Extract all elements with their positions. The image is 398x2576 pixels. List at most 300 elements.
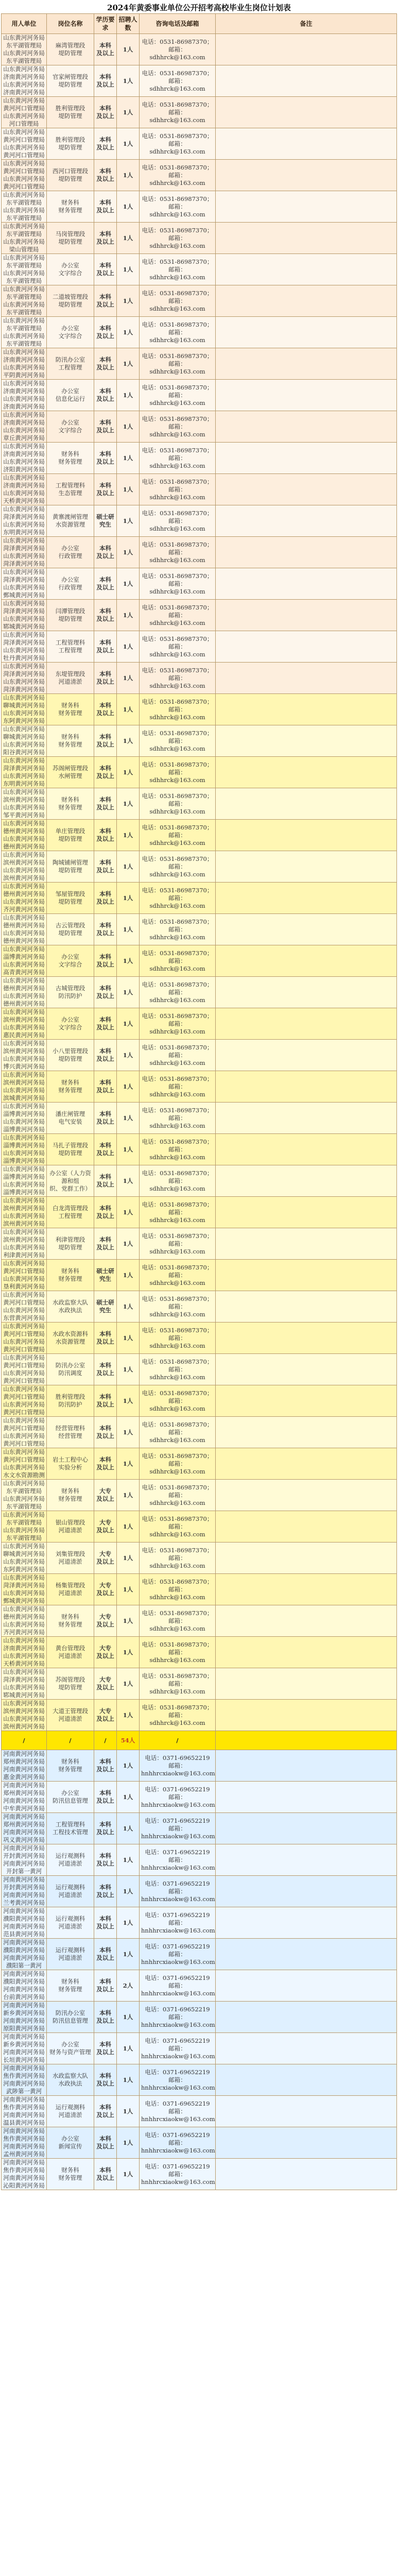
unit-cell (2, 1668, 47, 1700)
position-cell-line: 河道清淤 (58, 1891, 82, 1899)
note-cell (216, 223, 397, 254)
table-row (2, 1323, 397, 1354)
position-cell-line: 财务管理 (58, 741, 82, 748)
table-header-row (2, 14, 397, 34)
contact-cell (140, 97, 216, 128)
position-cell-line: 河道清淤 (58, 678, 82, 685)
education-cell-line: 本科 (99, 325, 111, 332)
education-cell-line: 及以上 (96, 741, 114, 748)
contact-cell-line: 邮箱： (168, 1981, 186, 1989)
note-cell (216, 883, 397, 914)
education-cell (94, 1354, 117, 1385)
table-row (2, 1134, 397, 1165)
unit-cell-line: 河南黄河河务局 (3, 1876, 45, 1883)
note-cell (216, 2033, 397, 2064)
count-cell: 1人 (117, 788, 140, 820)
position-cell (47, 2064, 94, 2096)
unit-cell-line: 山东黄河河务局 (3, 552, 45, 560)
education-cell-line: 及以上 (96, 2017, 114, 2024)
unit-cell-line: 山东黄河河务局 (3, 1008, 45, 1015)
contact-cell-line: 邮箱：sdhhrck@163.com (149, 171, 205, 187)
contact-cell (140, 2002, 216, 2033)
position-cell-line: 水闸管理 (58, 772, 82, 779)
unit-cell (2, 1844, 47, 1876)
education-cell-line: 本科 (99, 387, 111, 395)
unit-cell-line: 济南黄河河务局 (3, 450, 45, 457)
unit-cell-line: 菏泽黄河河务局 (3, 670, 45, 677)
position-cell-line: 工程管理科 (55, 482, 85, 489)
unit-cell-line: 博兴黄河河务局 (3, 1063, 45, 1070)
unit-cell-line: 章丘黄河河务局 (3, 434, 45, 442)
contact-cell-line: 电话：0531-86987370； (142, 1075, 213, 1082)
education-cell-line: 本科 (99, 890, 111, 897)
unit-cell-line: 黄河河口管理局 (3, 1456, 45, 1463)
unit-cell-line: 鄄城黄河河务局 (3, 591, 45, 599)
table-row (2, 663, 397, 694)
position-cell-line: 堤防管理 (58, 615, 82, 622)
education-cell-line: 究生 (99, 1275, 111, 1282)
position-cell (47, 631, 94, 663)
education-cell (94, 1782, 117, 1813)
position-cell-line: 财务科 (61, 450, 79, 457)
education-cell (94, 1876, 117, 1907)
position-cell-line: 黄寨渡闸管理 (53, 513, 88, 520)
note-cell (216, 2127, 397, 2159)
unit-cell-line: 山东黄河河务局 (3, 1369, 45, 1377)
education-cell-line: 究生 (99, 521, 111, 528)
unit-cell-line: 郓城黄河河务局 (3, 623, 45, 630)
position-cell-line: 古城管理段 (55, 985, 85, 992)
contact-cell (140, 2127, 216, 2159)
table-row (2, 1782, 397, 1813)
education-cell-line: 及以上 (96, 615, 114, 622)
unit-cell (2, 1970, 47, 2002)
unit-cell (2, 1876, 47, 1907)
unit-cell-line: 新乡黄河河务局 (3, 2009, 45, 2016)
position-cell-line: 胜利管理段 (55, 1393, 85, 1400)
note-cell (216, 443, 397, 474)
position-cell (47, 34, 94, 65)
education-cell-line: 本科 (99, 73, 111, 80)
contact-cell (140, 1040, 216, 1071)
document-title: 2024年黄委事业单位公开招考高校毕业生岗位计划表 (107, 3, 291, 12)
unit-cell-line: 山东黄河河务局 (3, 1181, 45, 1188)
contact-cell-line: 电话：0531-86987370； (142, 1640, 213, 1648)
count-cell: 1人 (117, 160, 140, 191)
unit-cell-line: 山东黄河河务局 (3, 112, 45, 120)
education-cell-line: 本科 (99, 136, 111, 143)
count-cell: 1人 (117, 977, 140, 1008)
contact-cell-line: 邮箱：sdhhrck@163.com (149, 925, 205, 941)
contact-cell-line: 邮箱：sdhhrck@163.com (149, 1082, 205, 1098)
table-row (2, 757, 397, 788)
position-cell-line: 河道清淤 (58, 1715, 82, 1722)
unit-cell-line: 德州黄河河务局 (3, 843, 45, 850)
contact-cell (140, 1876, 216, 1907)
contact-cell-line: / (176, 1736, 179, 1744)
unit-cell-line: 河南黄河河务局 (3, 1860, 45, 1867)
unit-cell-line: 德州黄河河务局 (3, 1000, 45, 1007)
count-cell: 1人 (117, 2002, 140, 2033)
contact-cell-line: 电话：0371-69652219 (145, 1942, 210, 1950)
contact-cell-line: 电话：0531-86987370； (142, 918, 213, 925)
unit-cell-line: 淄博黄河河务局 (3, 1157, 45, 1164)
unit-cell-line: 山东黄河河务局 (3, 285, 45, 293)
position-cell (47, 1700, 94, 1731)
contact-cell (140, 411, 216, 443)
unit-cell-line: 东营黄河河务局 (3, 1314, 45, 1321)
note-cell (216, 1731, 397, 1750)
count-cell: 1人 (117, 1700, 140, 1731)
count-cell: 2人 (117, 1970, 140, 2002)
position-cell (47, 2127, 94, 2159)
note-cell (216, 1876, 397, 1907)
education-cell-line: 本科 (99, 2009, 111, 2016)
unit-cell (2, 1605, 47, 1637)
note-cell (216, 474, 397, 505)
unit-cell-line: 黄河河口管理局 (3, 1299, 45, 1306)
count-cell: 1人 (117, 883, 140, 914)
count-cell: 1人 (117, 474, 140, 505)
contact-cell-line: 邮箱：sdhhrck@163.com (149, 831, 205, 846)
unit-cell-line: 山东黄河河务局 (3, 1448, 45, 1455)
contact-cell-line: 电话：0531-86987370； (142, 1358, 213, 1365)
position-cell-line: 陶城铺闸管理 (53, 859, 88, 866)
contact-cell (140, 380, 216, 411)
contact-cell (140, 1197, 216, 1228)
education-cell-line: 及以上 (96, 2143, 114, 2150)
unit-cell-line: 山东黄河河务局 (3, 1401, 45, 1408)
unit-cell-line: 河南黄河河务局 (3, 2064, 45, 2072)
education-cell (94, 34, 117, 65)
note-cell (216, 2096, 397, 2127)
unit-cell-line: 济南黄河河务局 (3, 1645, 45, 1652)
contact-cell-line: 电话：0531-86987370； (142, 540, 213, 548)
unit-cell-line: 山东黄河河务局 (3, 1700, 45, 1707)
education-cell-line: 本科 (99, 2041, 111, 2048)
contact-cell-line: 邮箱：sdhhrck@163.com (149, 1334, 205, 1349)
unit-cell-line: 开封第一黄河 (6, 1868, 42, 1875)
note-cell (216, 1750, 397, 1782)
contact-cell-line: 邮箱：sdhhrck@163.com (149, 422, 205, 438)
count-cell: 1人 (117, 1323, 140, 1354)
unit-cell (2, 1448, 47, 1480)
unit-cell-line: 济阳黄河河务局 (3, 466, 45, 473)
contact-cell-line: 邮箱： (168, 2044, 186, 2052)
unit-cell-line: 阳谷黄河河务局 (3, 749, 45, 756)
contact-cell-line: 电话：0371-69652219 (145, 1911, 210, 1919)
education-cell-line: 及以上 (96, 2080, 114, 2087)
education-cell-line: 及以上 (96, 332, 114, 340)
table-row (2, 694, 397, 725)
education-cell-line: 本科 (99, 2166, 111, 2174)
unit-cell-line: 齐河黄河河务局 (3, 906, 45, 913)
unit-cell-line: 山东黄河河务局 (3, 1228, 45, 1235)
contact-cell-line: 邮箱：sdhhrck@163.com (149, 485, 205, 501)
education-cell-line: 及以上 (96, 1401, 114, 1408)
education-cell-line: 本科 (99, 796, 111, 803)
education-cell-line: 本科 (99, 1978, 111, 1985)
education-cell-line: 本科 (99, 199, 111, 206)
unit-cell-line: 山东黄河河务局 (3, 1637, 45, 1644)
education-cell-line: 大专 (99, 1519, 111, 1526)
note-cell (216, 1417, 397, 1448)
unit-cell-line: 菏泽黄河河务局 (3, 1582, 45, 1589)
position-cell-line: 苏阁管理段 (55, 1676, 85, 1683)
education-cell-line: 本科 (99, 1425, 111, 1432)
note-cell (216, 411, 397, 443)
unit-cell-line: 山东黄河河务局 (3, 1323, 45, 1330)
contact-cell (140, 1782, 216, 1813)
unit-cell-line: 济南黄河河务局 (3, 403, 45, 410)
contact-cell (140, 1008, 216, 1040)
table-row (2, 600, 397, 631)
unit-cell-line: 河南黄河河务局 (3, 1939, 45, 1946)
contact-cell (140, 1323, 216, 1354)
unit-cell-line: 山东黄河河务局 (3, 34, 45, 41)
unit-cell-line: 山东黄河河务局 (3, 1652, 45, 1659)
table-row (2, 631, 397, 663)
contact-cell-line: 邮箱：sdhhrck@163.com (149, 454, 205, 469)
unit-cell-line: 河南黄河河务局 (3, 1828, 45, 1836)
unit-cell-line: 山东黄河河务局 (3, 741, 45, 748)
note-cell (216, 2064, 397, 2096)
education-cell-line: 及以上 (96, 458, 114, 465)
unit-cell (2, 1907, 47, 1939)
unit-cell-line: 山东黄河河务局 (3, 458, 45, 465)
note-cell (216, 1844, 397, 1876)
unit-cell-line: 山东黄河河务局 (3, 474, 45, 481)
unit-cell-line: 河南黄河河务局 (3, 2127, 45, 2134)
unit-cell-line: 山东黄河河务局 (3, 505, 45, 513)
count-cell: 1人 (117, 2033, 140, 2064)
education-cell (94, 2002, 117, 2033)
education-cell-line: 及以上 (96, 1244, 114, 1251)
position-cell-line: 电气安装 (58, 1118, 82, 1125)
contact-cell-line: 邮箱： (168, 1793, 186, 1801)
position-cell-line: 利津管理段 (55, 1236, 85, 1243)
table-row (2, 65, 397, 97)
contact-cell (140, 914, 216, 945)
education-cell-line: 本科 (99, 1142, 111, 1149)
note-cell (216, 97, 397, 128)
unit-cell (2, 1385, 47, 1417)
position-cell-line: 单庄管理段 (55, 827, 85, 835)
contact-cell-line: 邮箱： (168, 2170, 186, 2178)
education-cell-line: 及以上 (96, 1464, 114, 1471)
unit-cell-line: 东平湖管理局 (6, 340, 42, 347)
contact-cell-line: 邮箱：sdhhrck@163.com (149, 1208, 205, 1224)
education-cell-line: 及以上 (96, 1891, 114, 1899)
position-cell (47, 1323, 94, 1354)
position-cell-line: 办公室 (61, 953, 79, 960)
education-cell (94, 128, 117, 160)
count-cell: 1人 (117, 1165, 140, 1197)
contact-cell-line: 电话：0531-86987370； (142, 1263, 213, 1271)
position-cell (47, 914, 94, 945)
education-cell-line: 及以上 (96, 175, 114, 182)
position-cell (47, 600, 94, 631)
note-cell (216, 2002, 397, 2033)
contact-cell-line: 邮箱：sdhhrck@163.com (149, 1177, 205, 1192)
position-cell-line: 堤防管理 (58, 49, 82, 57)
contact-cell (140, 1354, 216, 1385)
unit-cell-line: 山东黄河河务局 (3, 81, 45, 88)
position-cell-line: 办公室 (61, 419, 79, 426)
note-cell (216, 65, 397, 97)
unit-cell (2, 65, 47, 97)
position-cell (47, 191, 94, 223)
count-cell: 1人 (117, 380, 140, 411)
education-cell-line: 及以上 (96, 1828, 114, 1836)
note-cell (216, 254, 397, 285)
table-row (2, 1008, 397, 1040)
count-cell: 1人 (117, 1385, 140, 1417)
education-cell-line: 本科 (99, 702, 111, 709)
education-cell-line: 及以上 (96, 1118, 114, 1125)
unit-cell-line: 山东黄河河务局 (3, 678, 45, 685)
education-cell-line: 本科 (99, 167, 111, 175)
contact-cell-line: 电话：0531-86987370； (142, 698, 213, 705)
position-cell-line: 办公室 (61, 325, 79, 332)
note-cell (216, 568, 397, 600)
education-cell-line: 本科 (99, 545, 111, 552)
note-cell (216, 1354, 397, 1385)
education-cell (94, 977, 117, 1008)
contact-cell-line: 电话：0531-86987370； (142, 1672, 213, 1680)
unit-cell-line: 河南黄河河务局 (3, 1970, 45, 1977)
position-cell-line: 办公室 (61, 545, 79, 552)
note-cell (216, 537, 397, 568)
education-cell-line: 本科 (99, 1173, 111, 1180)
contact-cell-line: 邮箱：sdhhrck@163.com (149, 265, 205, 281)
education-cell (94, 1574, 117, 1605)
note-cell (216, 600, 397, 631)
unit-cell-line: 山东黄河河务局 (3, 867, 45, 874)
note-cell (216, 977, 397, 1008)
education-cell (94, 851, 117, 883)
unit-cell (2, 348, 47, 380)
unit-cell-line: 菏泽黄河河务局 (3, 765, 45, 772)
education-cell (94, 945, 117, 977)
unit-cell-line: 郑州黄河河务局 (3, 1789, 45, 1797)
unit-cell-line: 东平湖管理局 (6, 199, 42, 206)
position-cell-line: 防汛信息管理 (53, 2017, 88, 2024)
education-cell-line: 本科 (99, 1852, 111, 1859)
unit-cell (2, 474, 47, 505)
unit-cell (2, 568, 47, 600)
position-cell-line: 财务科 (61, 2166, 79, 2174)
position-cell-line: 财务科 (61, 733, 79, 740)
table-row (2, 977, 397, 1008)
unit-cell-line: 山东黄河河务局 (3, 694, 45, 701)
count-cell: 1人 (117, 1134, 140, 1165)
contact-cell-line: 邮箱：sdhhrck@163.com (149, 1302, 205, 1318)
position-cell-line: 财务管理 (58, 804, 82, 811)
unit-cell-line: 山东黄河河务局 (3, 521, 45, 528)
contact-cell-line: 邮箱： (168, 1950, 186, 1958)
unit-cell-line: 山东黄河河务局 (3, 772, 45, 779)
position-cell-line: 文字综合 (58, 427, 82, 434)
position-cell-line: 大道王管理段 (53, 1707, 88, 1715)
count-cell: 1人 (117, 34, 140, 65)
count-cell: 1人 (117, 1417, 140, 1448)
contact-cell (140, 1071, 216, 1103)
position-cell-line: 东堤管理段 (55, 670, 85, 677)
note-cell (216, 380, 397, 411)
position-cell (47, 820, 94, 851)
unit-cell (2, 1750, 47, 1782)
count-cell: 1人 (117, 1228, 140, 1260)
position-cell (47, 505, 94, 537)
education-cell-line: 及以上 (96, 992, 114, 999)
unit-cell (2, 380, 47, 411)
table-row (2, 474, 397, 505)
note-cell (216, 317, 397, 348)
unit-cell-line: 山东黄河河务局 (3, 600, 45, 607)
unit-cell-line: 河南黄河河务局 (3, 2111, 45, 2119)
education-cell (94, 1731, 117, 1750)
education-cell-line: 大专 (99, 1582, 111, 1589)
unit-cell-line: 河南黄河河务局 (3, 1923, 45, 1930)
note-cell (216, 285, 397, 317)
count-cell: 1人 (117, 1813, 140, 1844)
unit-cell-line: 黄河河口管理局 (3, 183, 45, 190)
education-cell (94, 694, 117, 725)
unit-cell-line: 滨州黄河河务局 (3, 1723, 45, 1730)
unit-cell-line: 山东黄河河务局 (3, 709, 45, 717)
education-cell (94, 1480, 117, 1511)
education-cell (94, 65, 117, 97)
education-cell-line: 本科 (99, 293, 111, 300)
contact-cell-line: 电话：0531-86987370； (142, 1483, 213, 1491)
education-cell-line: 及以上 (96, 1087, 114, 1094)
contact-cell (140, 1907, 216, 1939)
contact-cell-line: hnhhrcxiaokw@163.com (141, 1769, 215, 1777)
education-cell-line: 及以上 (96, 1024, 114, 1031)
contact-cell-line: hnhhrcxiaokw@163.com (141, 1958, 215, 1965)
education-cell-line: 本科 (99, 1758, 111, 1765)
table-body (2, 34, 397, 2190)
unit-cell-line: 郓城黄河河务局 (3, 1691, 45, 1699)
unit-cell (2, 2159, 47, 2190)
education-cell-line: 本科 (99, 639, 111, 646)
contact-cell (140, 1165, 216, 1197)
unit-cell-line: 山东黄河河务局 (3, 835, 45, 842)
unit-cell (2, 1354, 47, 1385)
contact-cell-line: 电话：0531-86987370； (142, 163, 213, 171)
position-cell-line: 古云管理段 (55, 922, 85, 929)
unit-cell-line: 山东黄河河务局 (3, 1197, 45, 1204)
note-cell (216, 694, 397, 725)
contact-cell (140, 788, 216, 820)
education-cell-line: 及以上 (96, 1621, 114, 1628)
table-row (2, 1071, 397, 1103)
unit-cell (2, 1103, 47, 1134)
contact-cell-line: hnhhrcxiaokw@163.com (141, 2021, 215, 2028)
contact-cell (140, 2096, 216, 2127)
contact-cell-line: 电话：0531-86987370； (142, 38, 213, 45)
position-cell-line: 办公室 (61, 576, 79, 583)
position-cell (47, 1197, 94, 1228)
education-cell-line: 及以上 (96, 867, 114, 874)
position-cell-line: 堤防管理 (58, 301, 82, 308)
position-cell (47, 474, 94, 505)
unit-cell-line: 河南黄河河务局 (3, 2143, 45, 2150)
education-cell (94, 883, 117, 914)
table-row (2, 1574, 397, 1605)
note-cell (216, 191, 397, 223)
